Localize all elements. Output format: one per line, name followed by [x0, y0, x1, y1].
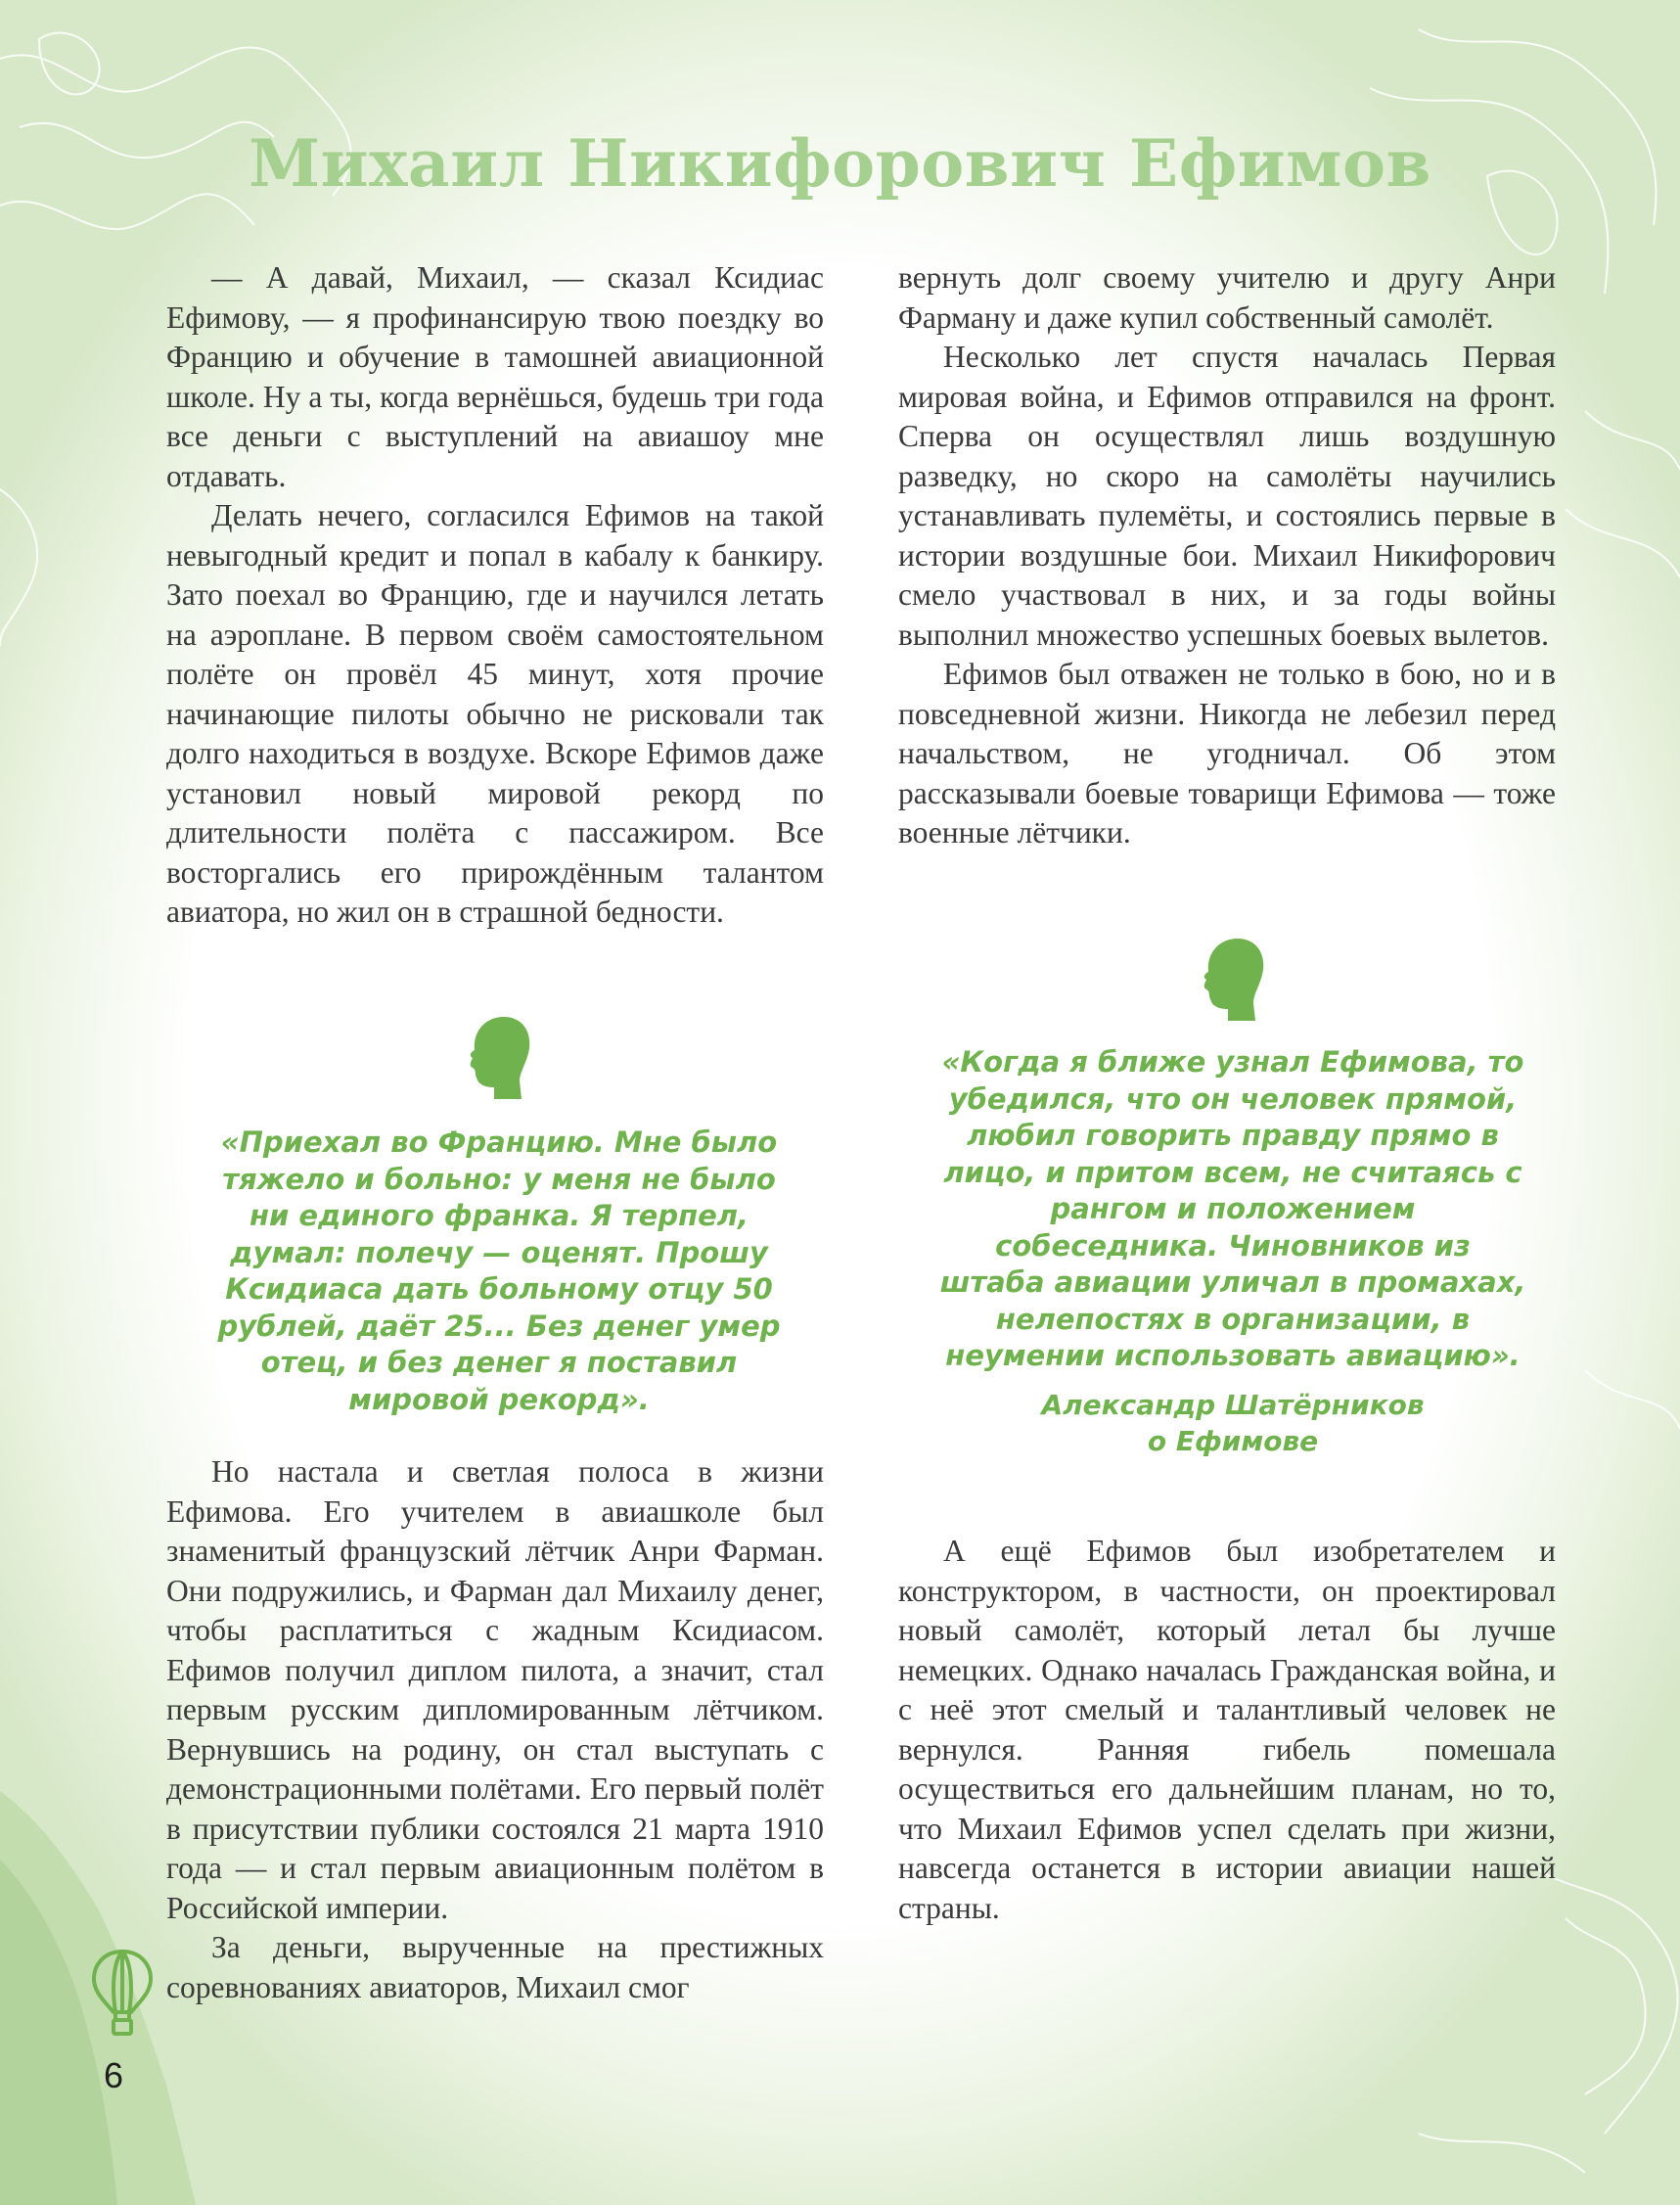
quote-block-left — [205, 1013, 793, 1418]
left-column-top — [166, 258, 824, 933]
left-column-bottom — [166, 1452, 824, 2007]
paragraph: вернуть долг своему учителю и другу Анри Фарману и даже купил собственный самолёт. — [898, 260, 1556, 335]
quote-block-right — [939, 935, 1526, 1459]
head-silhouette-icon — [465, 1013, 533, 1101]
paragraph: А ещё Ефимов был изобретателем и конструктором, в частности, он проектировал новый самолёт, который летал бы лучше немецких. Однако началась Гражданская война, и с неё этот смелый и талантливый человек не вернулся. Ранняя гибель помешала осуществиться его дальнейшим планам, но то, что Михаил Ефимов успел сделать при жизни, навсегда останется в истории авиации нашей страны. — [898, 1534, 1556, 1925]
hot-air-balloon-icon — [90, 1948, 155, 2038]
right-column-top — [898, 258, 1556, 853]
quote-text: «Когда я ближе узнал Ефимова, то убедился, что он человек прямой, любил говорить правду прямо в лицо, и притом всем, не считаясь с рангом и положением собеседника. Чиновников из штаба авиации уличал в промахах, нелепостях в организации, в неумении использовать авиацию». — [939, 1045, 1526, 1372]
paragraph: За деньги, вырученные на престижных соревнованиях авиаторов, Михаил смог — [166, 1930, 824, 2004]
right-column-bottom — [898, 1532, 1556, 1928]
quote-author — [939, 1387, 1526, 1459]
page-title: Михаил Никифорович Ефимов — [249, 125, 1431, 202]
quote-author-name: Александр Шатёрников — [1041, 1388, 1425, 1421]
paragraph: Несколько лет спустя началась Первая мировая война, и Ефимов отправился на фронт. Сперва он осуществлял лишь воздушную разведку, но скоро на самолёты научились устанавливать пулемёты, и состоялись первые в истории воздушные бои. Михаил Никифорович смело участвовал в них, и за годы войны выполнил множество успешных боевых вылетов. — [898, 340, 1556, 652]
quote-author-subtitle: о Ефимове — [1147, 1424, 1319, 1457]
paragraph: Но настала и светлая полоса в жизни Ефимова. Его учителем в авиашколе был знаменитый французский лётчик Анри Фарман. Они подружились, и Фарман дал Михаилу денег, чтобы расплатиться с жадным Ксидиасом. Ефимов получил диплом пилота, а значит, стал первым русским дипломированным лётчиком. Вернувшись на родину, он стал выступать с демонстрационными полётами. Его первый полёт в присутствии публики состоялся 21 марта 1910 года — и стал первым авиационным полётом в Российской империи. — [166, 1454, 824, 1925]
paragraph: — А давай, Михаил, — сказал Ксидиас Ефимову, — я профинансирую твою поездку во Францию и обучение в тамошней авиационной школе. Ну а ты, когда вернёшься, будешь три года все деньги с выступлений на авиашоу мне отдавать. — [166, 260, 824, 493]
quote-text: «Приехал во Францию. Мне было тяжело и больно: у меня не было ни единого франка. Я терпел, думал: полечу — оценят. Прошу Ксидиаса дать больному отцу 50 рублей, даёт 25... Без денег умер отец, и без денег я поставил мировой рекорд». — [217, 1125, 781, 1416]
paragraph: Ефимов был отважен не только в бою, но и в повседневной жизни. Никогда не лебезил перед начальством, не угодничал. Об этом рассказывали боевые товарищи Ефимова — тоже военные лётчики. — [898, 657, 1556, 850]
head-silhouette-icon — [1199, 935, 1267, 1023]
page-number: 6 — [104, 2055, 124, 2095]
paragraph: Делать нечего, согласился Ефимов на такой невыгодный кредит и попал в кабалу к банкиру. Зато поехал во Францию, где и научился летать на аэроплане. В первом своём самостоятельном полёте он провёл 45 минут, хотя прочие начинающие пилоты обычно не рисковали так долго находиться в воздухе. Вскоре Ефимов даже установил новый мировой рекорд по длительности полёта с пассажиром. Все восторгались его прирождённым талантом авиатора, но жил он в страшной бедности. — [166, 498, 824, 929]
